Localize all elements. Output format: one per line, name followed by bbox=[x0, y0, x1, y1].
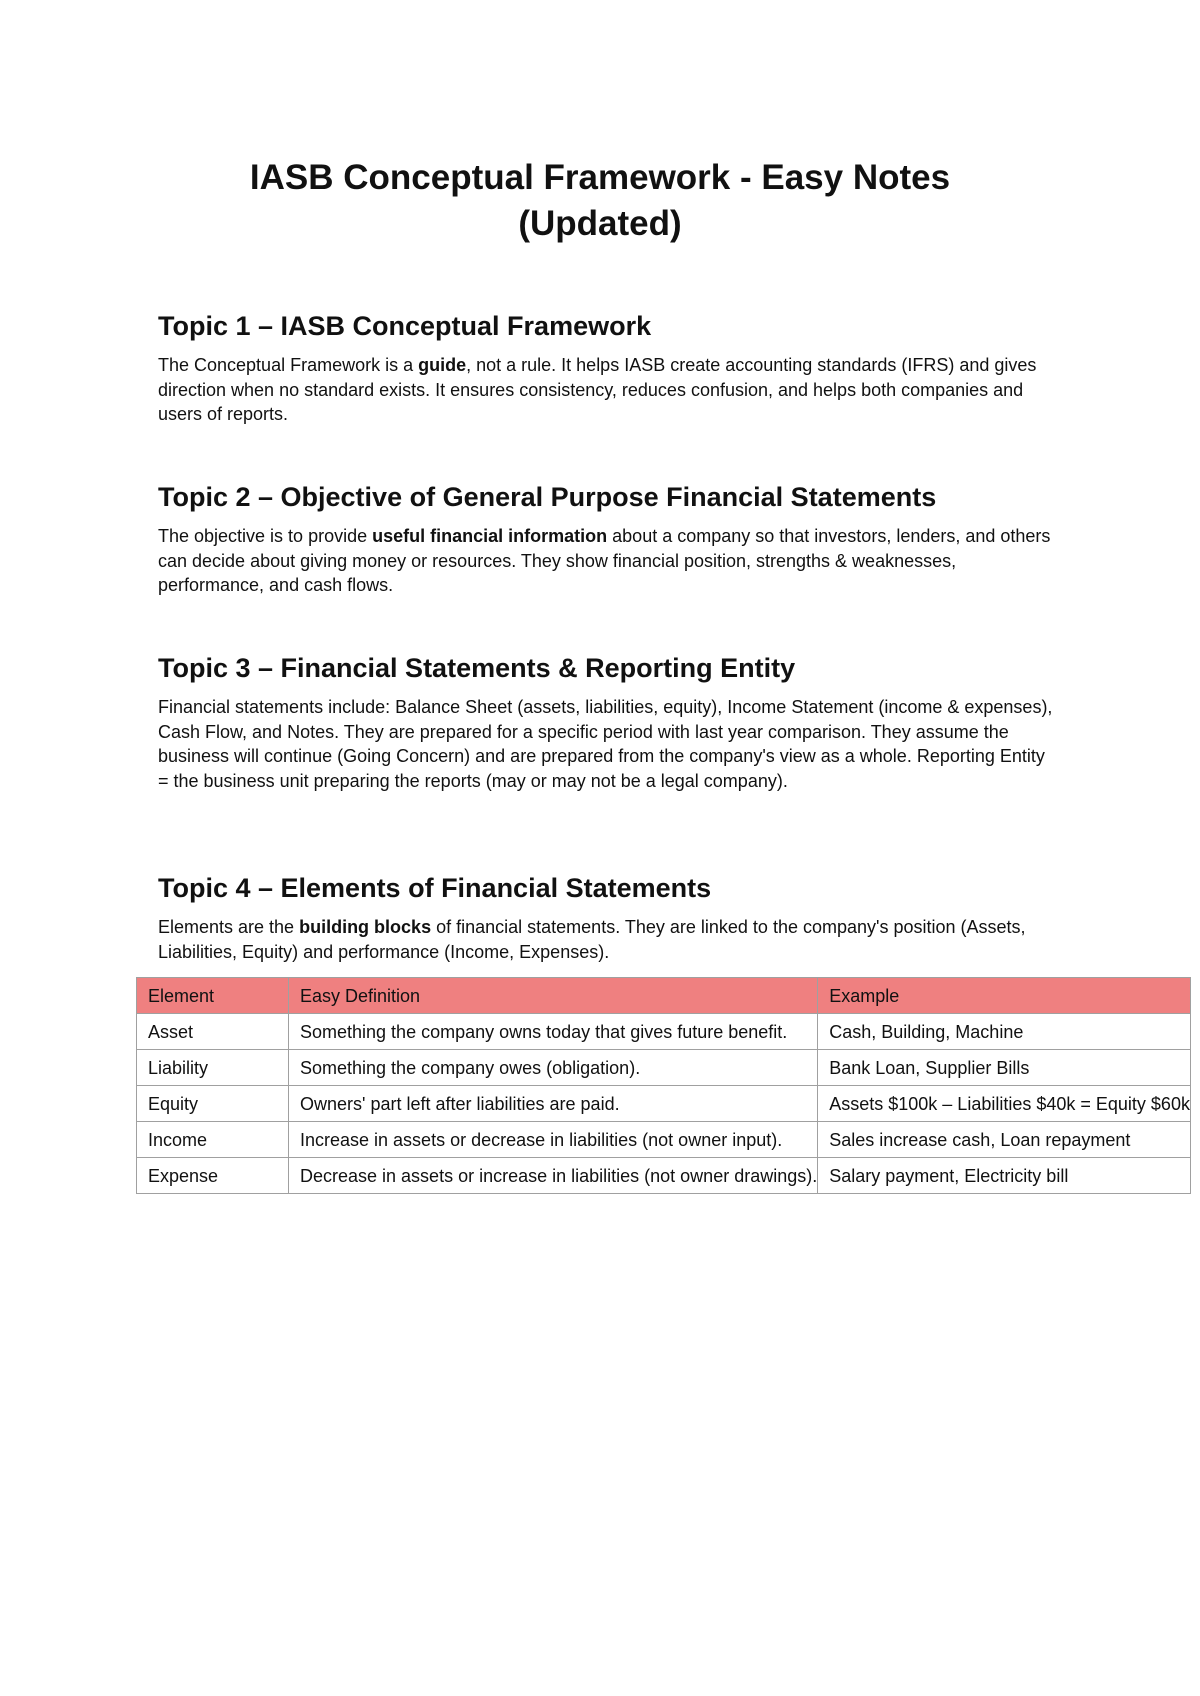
topic-heading: Topic 4 – Elements of Financial Statements bbox=[158, 873, 712, 903]
table-row bbox=[137, 1086, 1191, 1122]
table-cell-example: Salary payment, Electricity bill bbox=[818, 1158, 1191, 1194]
document-title-line2: (Updated) bbox=[518, 204, 682, 243]
table-cell-example: Bank Loan, Supplier Bills bbox=[818, 1050, 1191, 1086]
table-header-cell: Element bbox=[137, 978, 289, 1014]
table-row bbox=[137, 1050, 1191, 1086]
text-run: about a company so that investors, lenders, and others can decide about giving money or resources. They show financial position, strengths & weaknesses, performance, and cash flows. bbox=[158, 526, 1051, 595]
bold-text-run: guide bbox=[418, 355, 467, 375]
text-run: Financial statements include: Balance Sheet (assets, liabilities, equity), Income Statement (income & expenses), Cash Flow, and Notes. They are prepared for a specific period with last year comparison. They assume the business will continue (Going Concern) and are prepared from the company's view as a whole. Reporting Entity = the business unit preparing the reports (may or may not be a legal company). bbox=[158, 697, 1053, 791]
table-row bbox=[137, 1122, 1191, 1158]
topic-heading: Topic 3 – Financial Statements & Reporting Entity bbox=[158, 653, 796, 683]
document-title-line1: IASB Conceptual Framework - Easy Notes bbox=[249, 158, 951, 197]
table-cell-element: Expense bbox=[137, 1158, 289, 1194]
table-cell-example: Cash, Building, Machine bbox=[818, 1014, 1191, 1050]
table-cell-element: Equity bbox=[137, 1086, 289, 1122]
table-cell-element: Liability bbox=[137, 1050, 289, 1086]
topic-heading: Topic 2 – Objective of General Purpose Financial Statements bbox=[158, 482, 937, 512]
text-run: The objective is to provide bbox=[158, 526, 373, 546]
table-cell-definition: Something the company owns today that gives future benefit. bbox=[289, 1014, 818, 1050]
bold-text-run: useful financial information bbox=[372, 526, 608, 546]
table-cell-element: Asset bbox=[137, 1014, 289, 1050]
table-cell-definition: Decrease in assets or increase in liabilities (not owner drawings). bbox=[289, 1158, 818, 1194]
topic-1 bbox=[158, 309, 1058, 427]
topic-heading: Topic 1 – IASB Conceptual Framework bbox=[158, 311, 652, 341]
document-title bbox=[0, 155, 1200, 247]
topic-body bbox=[158, 695, 1058, 793]
table-cell-definition: Owners' part left after liabilities are paid. bbox=[289, 1086, 818, 1122]
table-header-cell: Example bbox=[818, 978, 1191, 1014]
topic-2 bbox=[158, 480, 1058, 598]
table-header-row bbox=[137, 978, 1191, 1014]
bold-text-run: building blocks bbox=[299, 917, 432, 937]
table-cell-definition: Something the company owes (obligation). bbox=[289, 1050, 818, 1086]
table-cell-example: Assets $100k – Liabilities $40k = Equity $60k bbox=[818, 1086, 1191, 1122]
table-cell-definition: Increase in assets or decrease in liabilities (not owner input). bbox=[289, 1122, 818, 1158]
topic-body bbox=[158, 524, 1058, 598]
table-row bbox=[137, 1158, 1191, 1194]
text-run: The Conceptual Framework is a bbox=[158, 355, 419, 375]
table-cell-example: Sales increase cash, Loan repayment bbox=[818, 1122, 1191, 1158]
text-run: Elements are the bbox=[158, 917, 300, 937]
topic-4 bbox=[158, 871, 1058, 964]
topic-body bbox=[158, 915, 1058, 964]
text-run: of financial statements. They are linked to the company's position (Assets, Liabilities, Equity) and performance (Income, Expenses). bbox=[158, 917, 1026, 962]
table-cell-element: Income bbox=[137, 1122, 289, 1158]
table-header-cell: Easy Definition bbox=[289, 978, 818, 1014]
table-row bbox=[137, 1014, 1191, 1050]
topic-body bbox=[158, 353, 1058, 427]
text-run: , not a rule. It helps IASB create accounting standards (IFRS) and gives direction when no standard exists. It ensures consistency, reduces confusion, and helps both companies and users of reports. bbox=[158, 355, 1037, 424]
topic-3 bbox=[158, 651, 1058, 793]
elements-table bbox=[136, 977, 1191, 1194]
